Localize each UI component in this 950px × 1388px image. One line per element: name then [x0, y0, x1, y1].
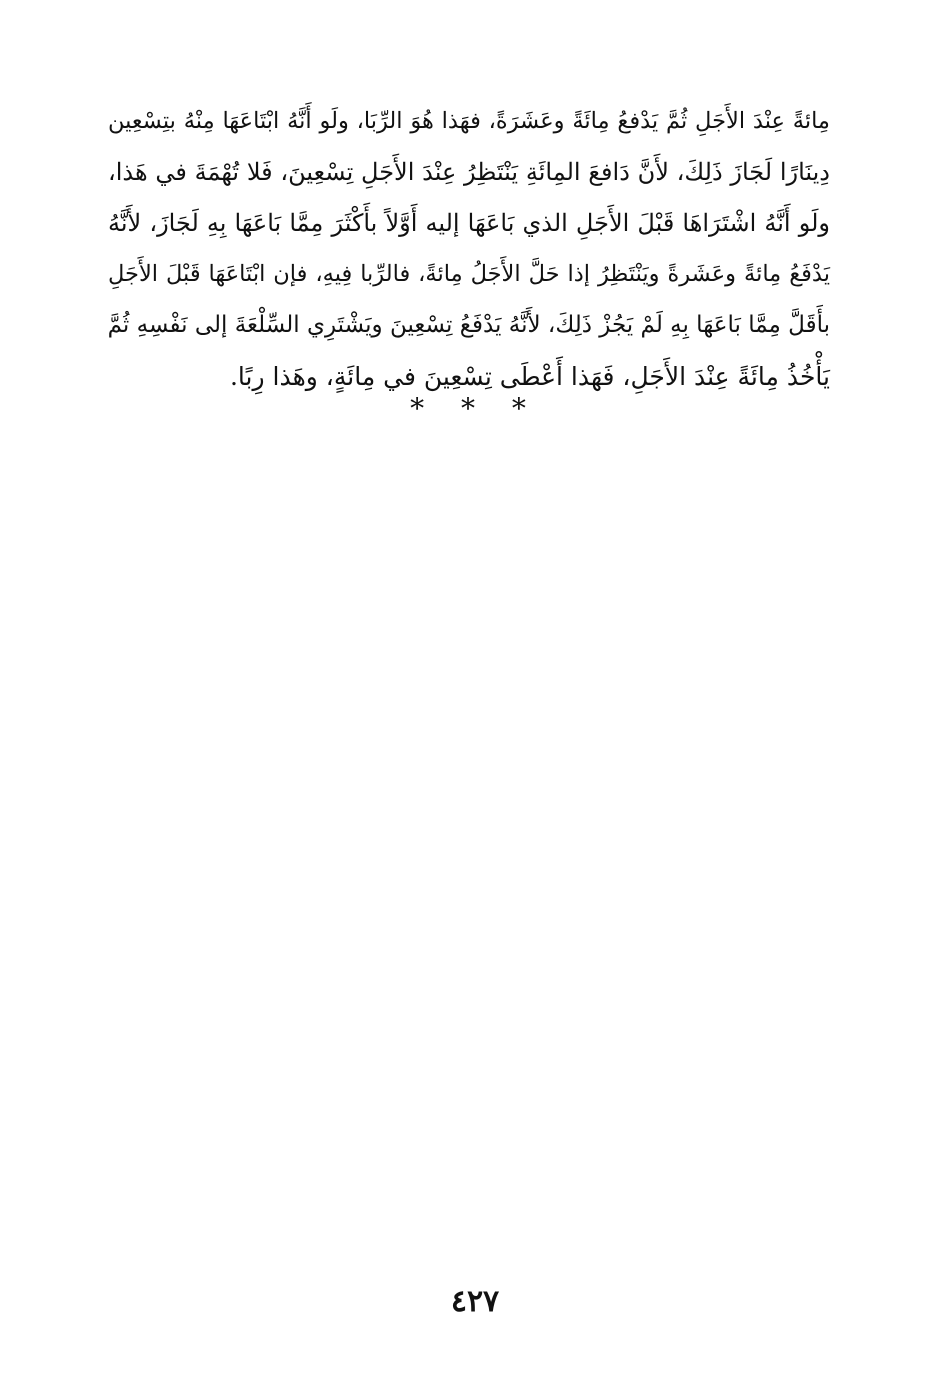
text-line-1: مِائةً عِنْدَ الأَجَلِ ثُمَّ يَدْفعُ مِائَةً وعَشَرَةً، فهَذا هُوَ الرِّبَا، ولَو أَنَّهُ ابْتَاعَهَا مِنْهُ بتِسْعِين	[108, 108, 830, 134]
text-line-5: بأَقَلَّ مِمَّا بَاعَهَا بِهِ لَمْ يَجُزْ ذَلِكَ، لأَنَّهُ يَدْفَعُ تِسْعِينَ ويَشْتَرِي السِّلْعَةَ إلى نَفْسِهِ ثُمَّ	[107, 312, 830, 338]
text-line-3: ولَو أَنَّهُ اشْتَرَاهَا قَبْلَ الأَجَلِ الذي بَاعَهَا إليه أَوَّلاً بأَكْثَرَ مِمَّا بَاعَهَا بِهِ لَجَازَ، لأَنَّهُ	[108, 209, 830, 237]
section-separator: * * *	[410, 392, 540, 425]
text-line-4: يَدْفَعُ مِائةً وعَشَرةً ويَنْتَظِرُ إذا حَلَّ الأَجَلُ مِائةً، فالرِّبا فِيهِ، فإن ابْتَاعَهَا قَبْلَ الأَجَلِ	[108, 261, 830, 287]
text-line-6: يَأْخُذُ مِائَةً عِنْدَ الأَجَلِ، فَهَذا أَعْطَى تِسْعِينَ في مِائَةٍ، وهَذا رِبًا.	[229, 362, 830, 391]
body-text	[108, 96, 830, 402]
page-number: ٤٢٧	[450, 1284, 500, 1319]
text-line-2: دِينَارًا لَجَازَ ذَلِكَ، لأَنَّ دَافعَ المِائَةِ يَنْتَظِرُ عِنْدَ الأَجَلِ تِسْعِينَ، فَلا تُهْمَةَ في هَذا،	[108, 158, 830, 186]
